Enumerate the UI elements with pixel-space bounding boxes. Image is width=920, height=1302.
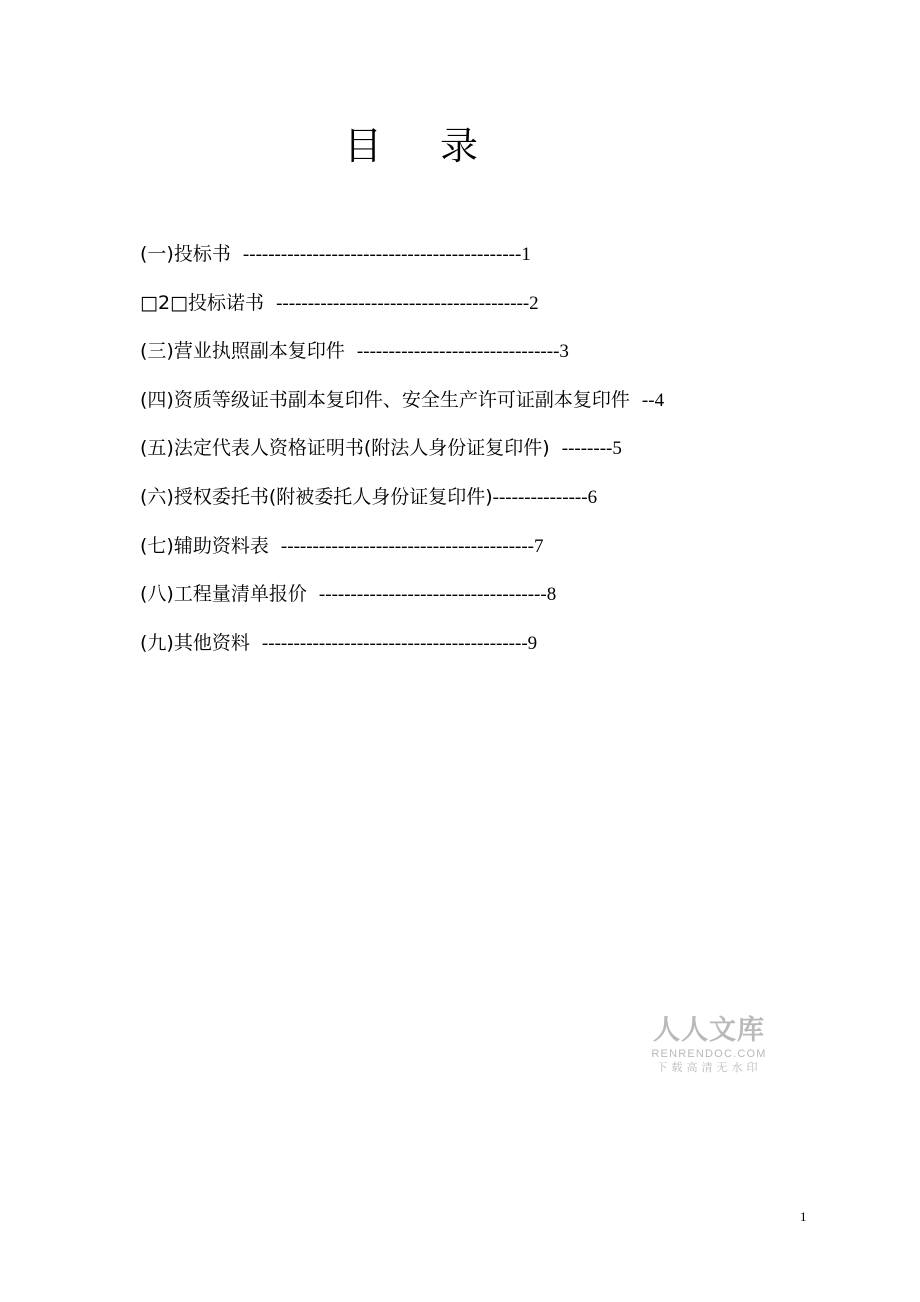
toc-item-2 (140, 287, 820, 336)
toc-item-6 (140, 481, 820, 530)
toc-item-label: (八)工程量清单报价 (140, 583, 307, 606)
toc-item-4 (140, 384, 820, 433)
toc-item-leader: --4 (641, 389, 665, 411)
toc-item-leader: ------------------------------------------9 (261, 632, 538, 654)
toc-item-3 (140, 335, 820, 384)
toc-item-leader: --------------------------------3 (356, 341, 569, 363)
page-number: 1 (800, 1209, 807, 1224)
toc-item-leader: ----------------------------------------2 (276, 292, 539, 314)
toc-item-label: □2□投标诺书 (140, 291, 264, 314)
toc-item-1 (140, 238, 820, 287)
toc-item-leader: ----------------------------------------7 (280, 535, 544, 557)
toc-item-leader: --------------------------------------------1 (242, 244, 531, 265)
toc-item-label: (三)营业执照副本复印件 (140, 340, 345, 363)
toc-item-label: (六)授权委托书(附被委托人身份证复印件) (140, 485, 493, 508)
watermark-logo (646, 1015, 772, 1075)
toc-item-9 (140, 627, 820, 676)
toc-item-leader: --------5 (561, 438, 622, 460)
toc-item-label: (九)其他资料 (140, 631, 250, 654)
page-title: 目录 (344, 124, 537, 168)
watermark-slogan: 下载高清无水印 (656, 1061, 762, 1074)
toc-item-label: (五)法定代表人资格证明书(附法人身份证复印件) (140, 437, 550, 460)
toc-item-leader: ---------------6 (492, 486, 598, 508)
watermark-url: RENRENDOC.COM (651, 1048, 767, 1060)
toc-item-7 (140, 530, 820, 579)
toc-item-leader: ------------------------------------8 (318, 584, 557, 606)
toc-item-label: (四)资质等级证书副本复印件、安全生产许可证副本复印件 (140, 388, 630, 411)
table-of-contents (140, 238, 820, 675)
toc-item-5 (140, 432, 820, 481)
toc-item-label: (一)投标书 (140, 243, 231, 265)
toc-item-8 (140, 578, 820, 627)
toc-item-label: (七)辅助资料表 (140, 534, 269, 557)
watermark-brand: 人人文库 (653, 1015, 765, 1046)
